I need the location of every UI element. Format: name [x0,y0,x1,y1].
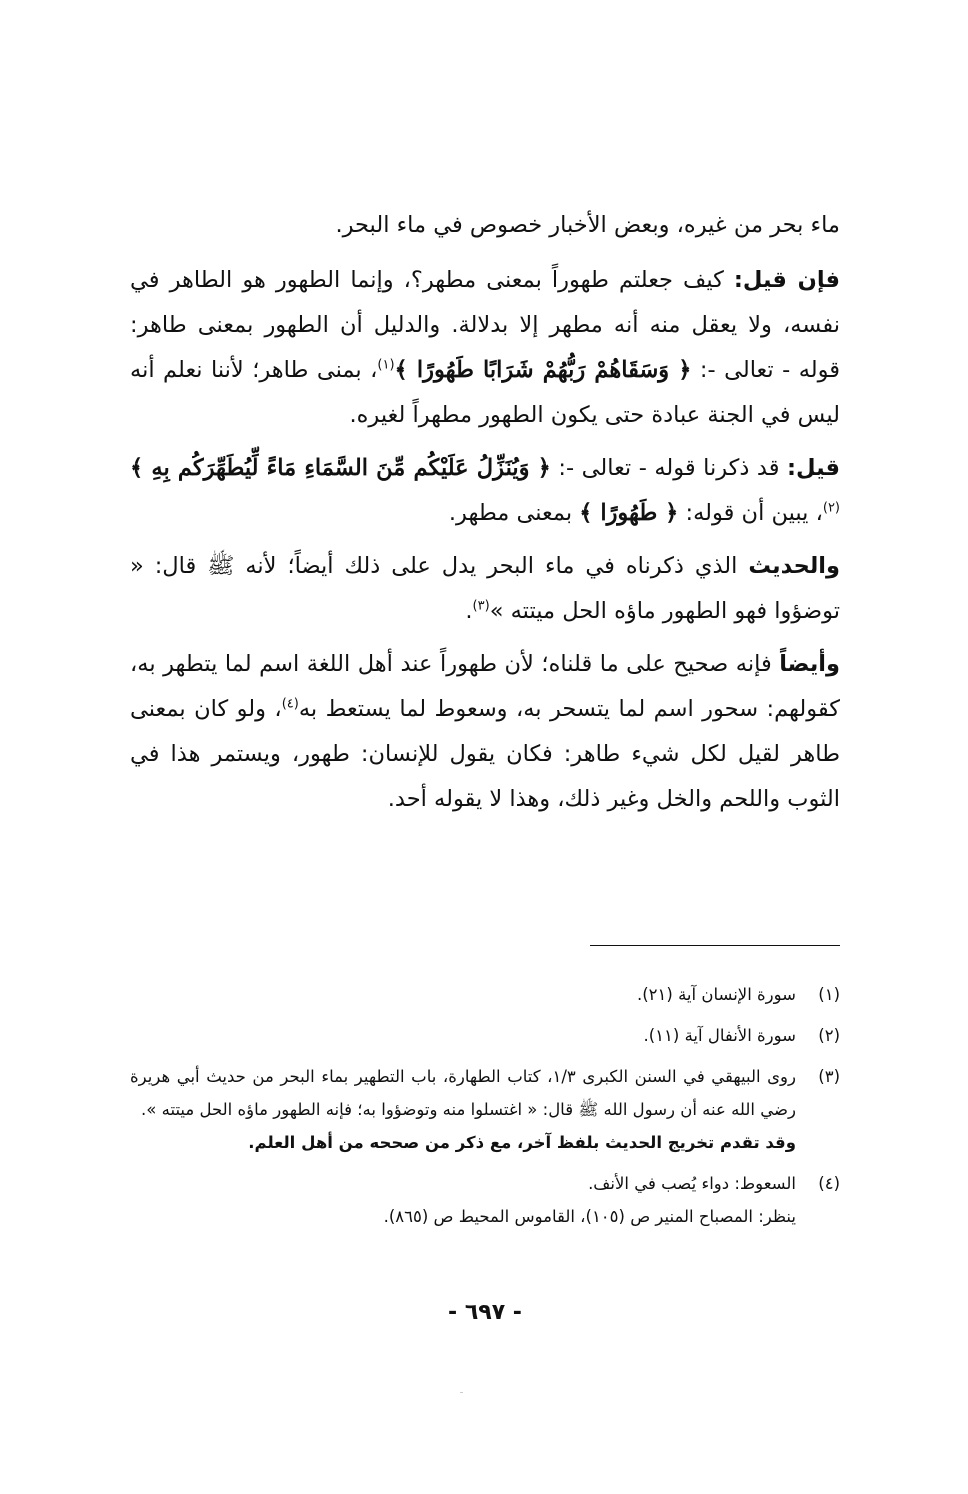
paragraph-3-text-c: بمعنى مطهر. [448,500,580,526]
paragraph-4-text-a: الذي ذكرناه في ماء البحر يدل على ذلك أيضاً؛ لأنه ﷺ قال: « توضؤوا فهو الطهور ماؤه الحل ميتته » [130,553,840,624]
page-number: - ٦٩٧ - [448,1300,522,1325]
footnote-ref-2: (٢) [822,500,840,516]
footnote-body [130,1019,796,1052]
paragraph-3-text-a: قد ذكرنا قوله - تعالى -: [550,455,788,481]
footnotes [130,978,840,1241]
footnote-number: (٤) [818,1174,840,1193]
paragraph-4-text-b: . [465,598,473,624]
footnote-ref-1: (١) [377,357,395,373]
paragraph-5 [130,642,840,822]
footnote-ref-4: (٤) [281,696,299,712]
footnote-line: روى البيهقي في السنن الكبرى ١/٣، كتاب الطهارة، باب التطهير بماء البحر من حديث أبي هريرة رضي الله عنه أن رسول الله ﷺ قال: « اغتسلوا منه وتوضؤوا به؛ فإنه الطهور ماؤه الحل ميتته ». [130,1067,796,1119]
paragraph-2-text-b: ، بمنى طاهر؛ لأننا نعلم أنه ليس في الجنة عبادة حتى يكون الطهور مطهراً لغيره. [130,357,840,428]
paragraph-1 [130,203,840,248]
footnote-ref-3: (٣) [472,598,490,614]
scan-speck [460,1392,463,1393]
footnote-4 [130,1167,840,1233]
footnote-number: (٣) [818,1067,840,1086]
paragraph-5-text-a: فإنه صحيح على ما قلناه؛ لأن طهوراً عند أهل اللغة اسم لما يتطهر به، كقولهم: سحور اسم لما يتسحر به، وسعوط لما يستعط به [130,651,840,722]
quran-verse-insan: ﴿ وَسَقَاهُمْ رَبُّهُمْ شَرَابًا طَهُورًا ﴾ [394,357,692,383]
paragraph-2 [130,258,840,438]
paragraph-3-text-b: ، يبين أن قوله: [678,500,823,526]
paragraph-2-text-a: كيف جعلتم طهوراً بمعنى مطهر؟، وإنما الطهور هو الطاهر في نفسه، ولا يعقل منه أنه مطهر إلا بدلالة. والدليل أن الطهور بمعنى طاهر: قوله - تعالى -: [130,267,840,383]
paragraph-5-lead: وأيضاً [779,651,840,677]
footnote-number: (١) [818,985,840,1004]
footnote-2 [130,1019,840,1052]
footnote-line-extra: وقد تقدم تخريج الحديث بلفظ آخر، مع ذكر من صححه من أهل العلم. [248,1133,796,1152]
footnote-number: (٢) [818,1026,840,1045]
paragraph-3 [130,446,840,536]
footnote-body [130,1167,796,1233]
paragraph-5-text-b: ، ولو كان بمعنى طاهر لقيل لكل شيء طاهر: فكان يقول للإنسان: طهور، ويستمر هذا في الثوب واللحم والخل وغير ذلك، وهذا لا يقوله أحد. [130,696,840,812]
footnote-1 [130,978,840,1011]
paragraph-3-lead: قيل: [787,455,841,481]
footnote-line: السعوط: دواء يُصب في الأنف. [588,1174,796,1193]
footnote-separator [590,945,840,946]
footnote-line: سورة الإنسان آية (٢١). [636,985,796,1004]
paragraph-1-text: ماء بحر من غيره، وبعض الأخبار خصوص في ماء البحر. [335,212,840,238]
footnote-line: سورة الأنفال آية (١١). [643,1026,796,1045]
footnote-line: ينظر: المصباح المنير ص (١٠٥)، القاموس المحيط ص (٨٦٥). [383,1207,796,1226]
paragraph-4 [130,544,840,634]
quran-word-tahur: ﴿ طَهُورًا ﴾ [579,500,679,526]
footnote-body [130,1060,796,1159]
quran-verse-anfal: ﴿ وَيُنَزِّلُ عَلَيْكُم مِّنَ السَّمَاءِ مَاءً لِّيُطَهِّرَكُم بِهِ ﴾ [130,455,551,481]
main-text [130,203,840,830]
footnote-body [130,978,796,1011]
paragraph-4-lead: والحديث [748,553,840,579]
book-page [130,0,840,1494]
footnote-3 [130,1060,840,1159]
paragraph-2-lead: فإن قيل: [733,267,840,293]
